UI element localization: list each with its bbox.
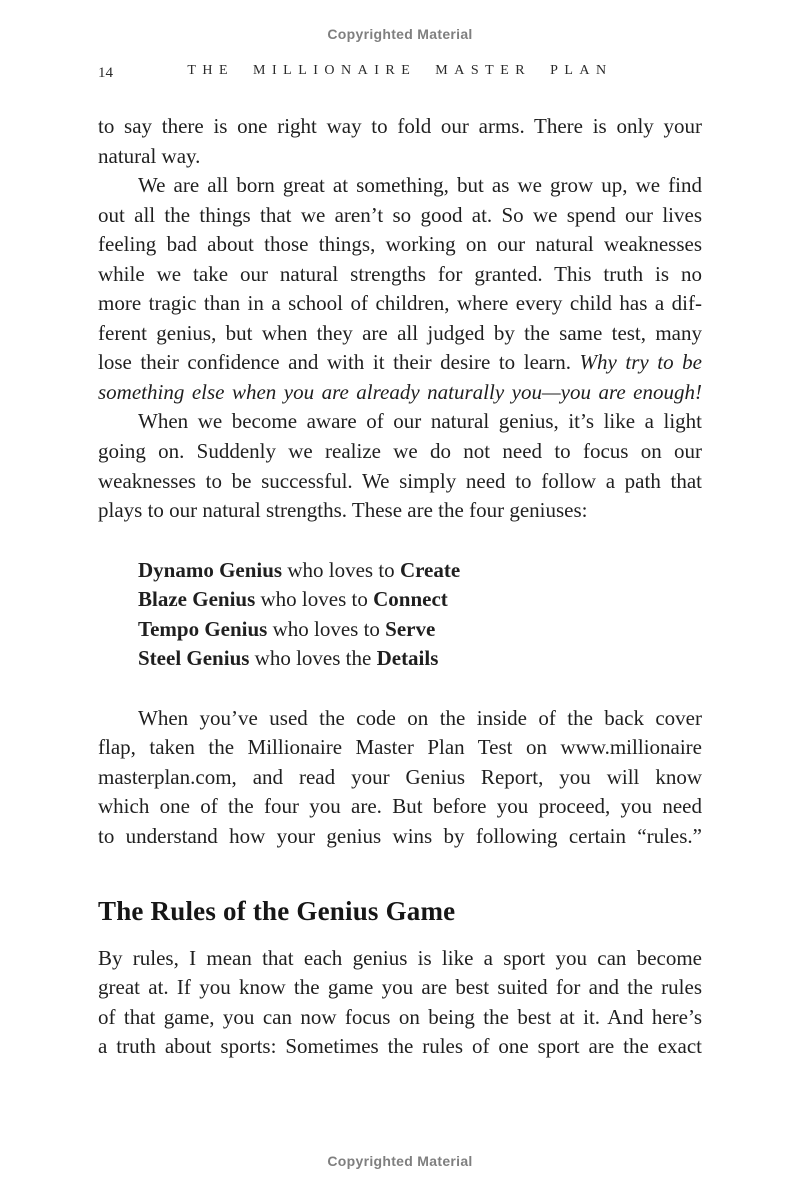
body-text: to say there is one right way to fold our arms. There is only your (98, 114, 702, 138)
text-line (98, 407, 702, 437)
copyright-watermark-bottom: Copyrighted Material (327, 1153, 473, 1169)
body-text: which one of the four you are. But before you proceed, you need (98, 794, 702, 819)
genius-list-line (138, 644, 702, 674)
italic-text: something else when you are already naturally you—you are enough! (98, 379, 702, 404)
body-text: lose their confidence and with it their desire to learn. (98, 350, 580, 375)
italic-text: Why try to be (579, 350, 702, 375)
text-line (98, 973, 702, 1003)
text-line (98, 348, 702, 378)
bold-text: Create (399, 557, 461, 582)
body-text: who loves to (255, 587, 374, 612)
body-text: to understand how your genius wins by following certain “rules.” (98, 824, 702, 849)
text-line (98, 1003, 702, 1033)
body-text: out all the things that we aren’t so good at. So we spend our lives (98, 202, 702, 227)
genius-list-line (138, 585, 702, 615)
copyright-watermark-top: Copyrighted Material (327, 26, 473, 42)
body-text: We are all born great at something, but as we grow up, we find (138, 173, 702, 198)
body-text: who loves the (249, 646, 377, 671)
genius-list-line (138, 556, 702, 586)
bold-text: Tempo Genius (138, 616, 268, 641)
genius-list-line (138, 615, 702, 645)
text-line (98, 230, 702, 260)
body-text: feeling bad about those things, working on our natural weaknesses (98, 232, 702, 257)
text-line (98, 112, 702, 142)
text-line (98, 792, 702, 822)
paragraph-spacer (98, 674, 702, 704)
body-text: By rules, I mean that each genius is like a sport you can become (98, 945, 702, 970)
running-header: THE MILLIONAIRE MASTER PLAN (187, 63, 613, 78)
text-line (98, 378, 702, 408)
text-line (98, 496, 702, 526)
body-text: ferent genius, but when they are all judged by the same test, many (98, 320, 702, 345)
text-line (98, 319, 702, 349)
body-text: of that game, you can now focus on being the best at it. And here’s (98, 1004, 702, 1029)
body-text: natural way. (98, 143, 201, 168)
paragraph-spacer (98, 526, 702, 556)
page-number: 14 (98, 65, 113, 81)
text-line (98, 201, 702, 231)
text-line (98, 944, 702, 974)
text-line (98, 142, 702, 172)
bold-text: Dynamo Genius (138, 557, 283, 582)
body-text: masterplan.com, and read your Genius Report, you will know (98, 764, 702, 789)
body-text: while we take our natural strengths for granted. This truth is no (98, 261, 702, 286)
body-text: weaknesses to be successful. We simply need to follow a path that (98, 468, 702, 493)
text-line (98, 437, 702, 467)
text-line (98, 260, 702, 290)
body-text: who loves to (282, 557, 400, 582)
body-text: going on. Suddenly we realize we do not need to focus on our (98, 439, 702, 464)
text-line (98, 1032, 702, 1062)
body-text: flap, taken the Millionaire Master Plan Test on www.millionaire (98, 735, 702, 760)
text-line (98, 171, 702, 201)
text-line (98, 289, 702, 319)
section-heading: The Rules of the Genius Game (98, 895, 456, 926)
bold-text: Connect (373, 587, 448, 612)
bold-text: Serve (385, 616, 436, 641)
text-line (98, 733, 702, 763)
page-header (98, 63, 702, 85)
bold-text: Blaze Genius (138, 587, 256, 612)
body-text: great at. If you know the game you are best suited for and the rules (98, 975, 702, 1000)
body-text: plays to our natural strengths. These are the four geniuses: (98, 498, 588, 523)
body-text: more tragic than in a school of children, where every child has a dif- (98, 291, 702, 316)
body-text: who loves to (267, 616, 386, 641)
text-line (98, 763, 702, 793)
bold-text: Steel Genius (138, 646, 250, 671)
text-line (98, 704, 702, 734)
page-body (98, 112, 702, 1062)
body-text: When we become aware of our natural genius, it’s like a light (138, 409, 702, 434)
body-text: a truth about sports: Sometimes the rules of one sport are the exact (98, 1034, 702, 1059)
body-text: When you’ve used the code on the inside of the back cover (138, 705, 702, 730)
text-line (98, 467, 702, 497)
text-line (98, 822, 702, 852)
bold-text: Details (376, 646, 439, 671)
